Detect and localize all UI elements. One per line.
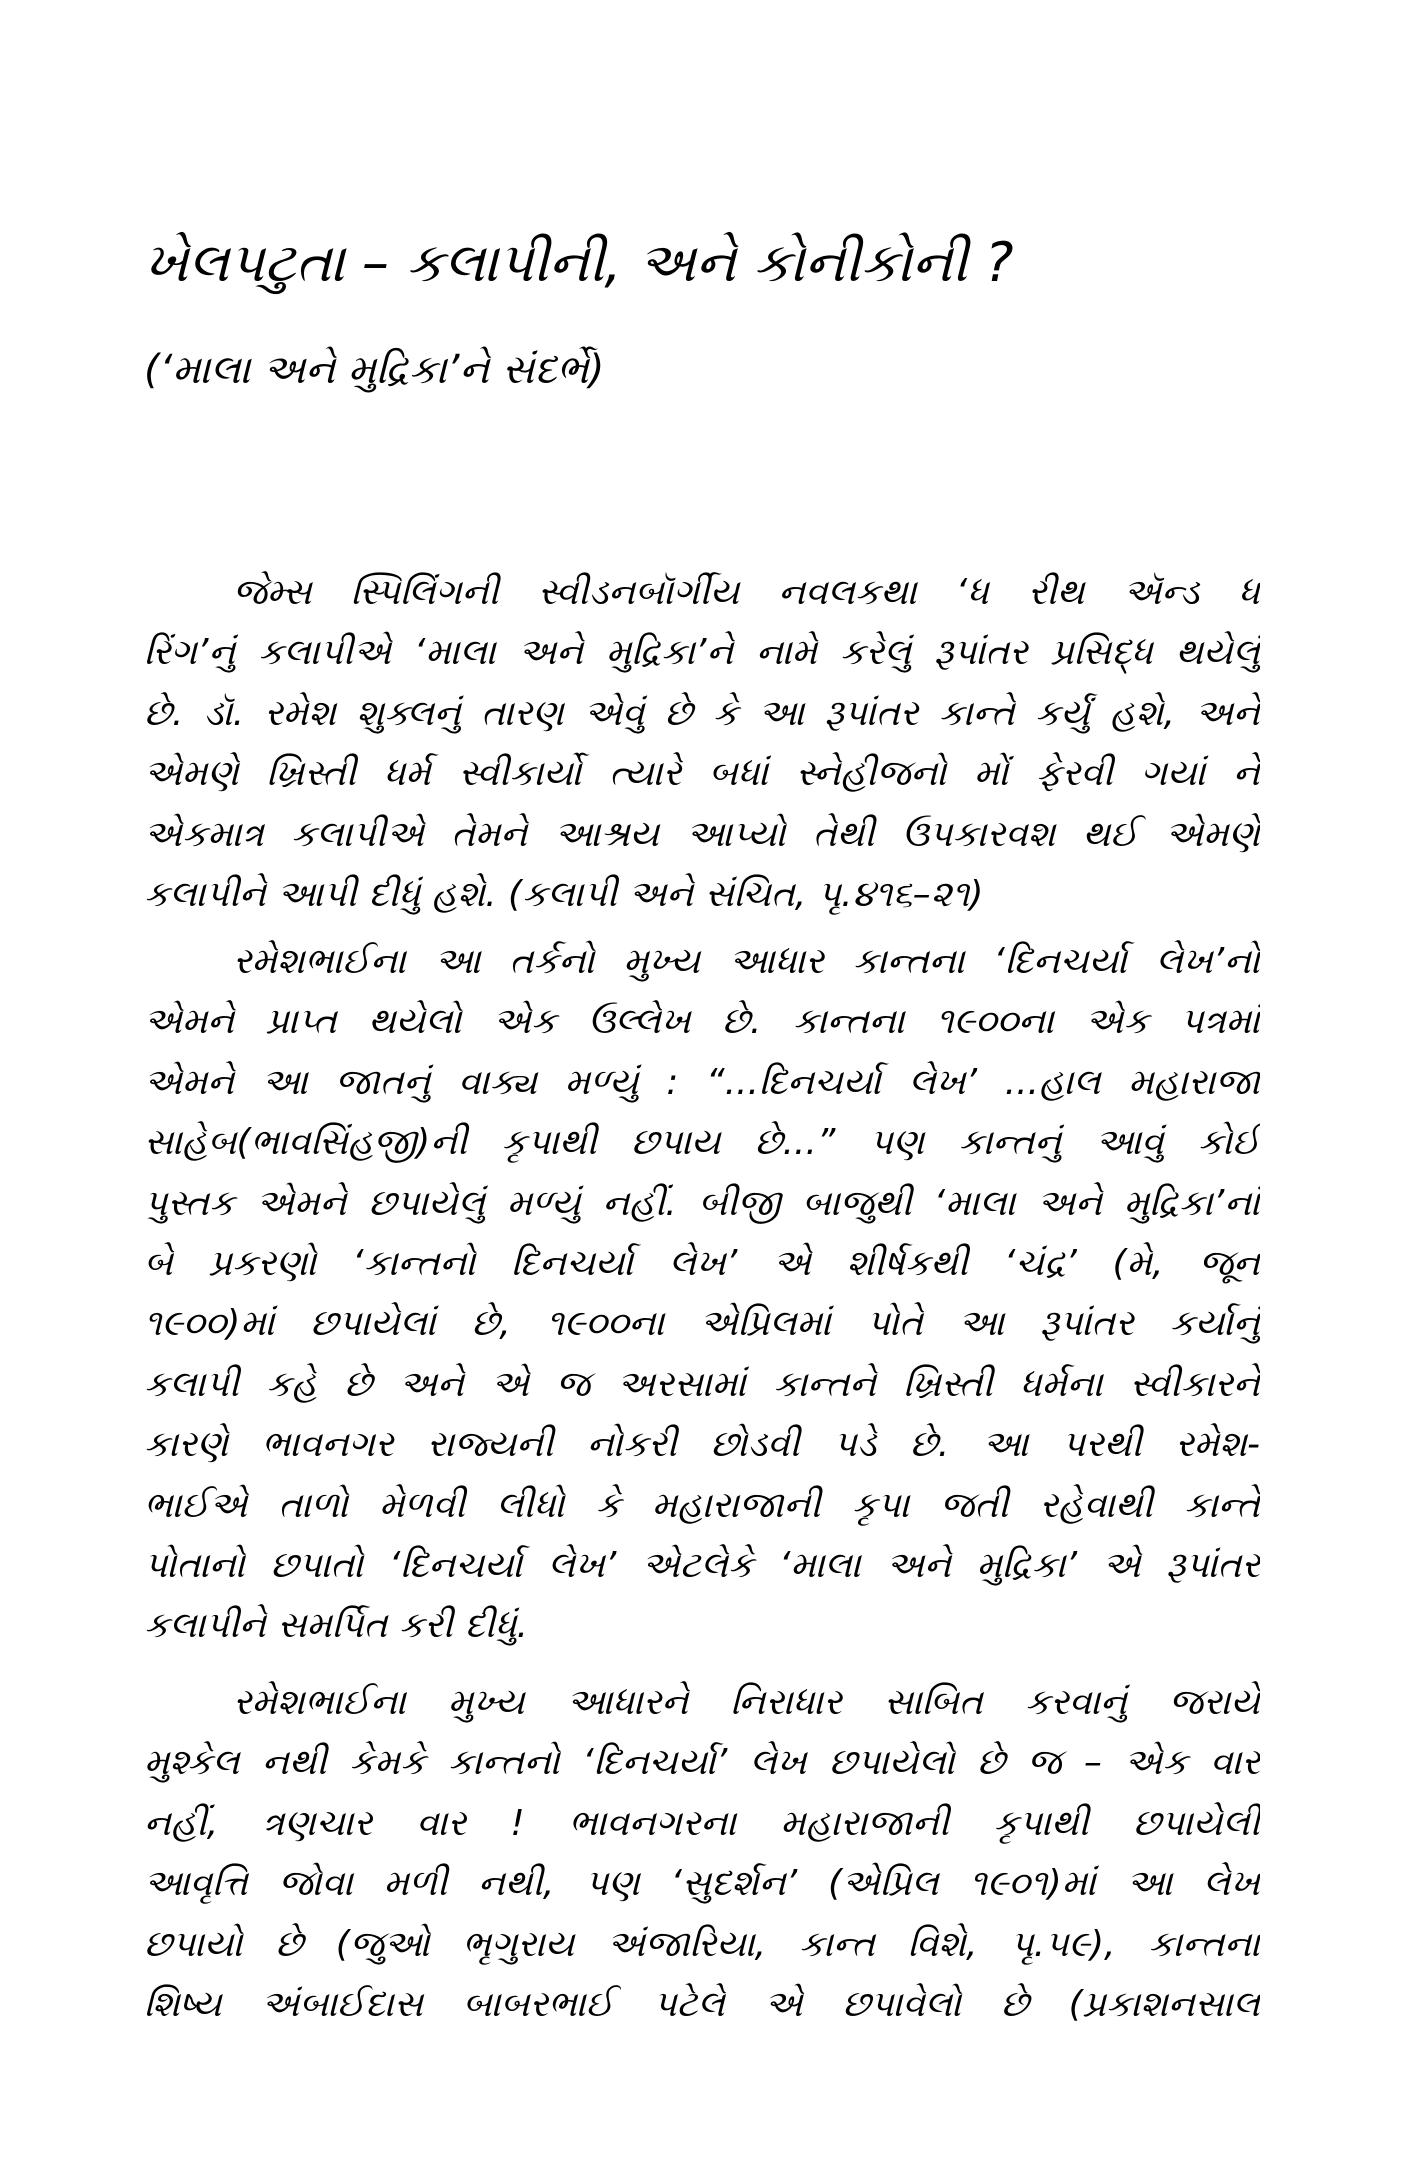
paragraph-line: મુશ્કેલ નથી કેમકે કાન્તનો ‘દિનચર્યા’ લેખ છપાયેલો છે જ – એક વાર [144,1742,1260,1784]
paragraph-line: રિંગ’નું કલાપીએ ‘માલા અને મુદ્રિકા’ને નામે કરેલું રૂપાંતર પ્રસિદ્ધ થયેલું [144,632,1260,674]
paragraph-line: છપાયો છે (જુઓ ભૃગુરાય અંજારિયા, કાન્ત વિશે, પૃ.૫૯), કાન્તના [144,1923,1260,1965]
paragraph-line: બે પ્રકરણો ‘કાન્તનો દિનચર્યા લેખ’ એ શીર્ષકથી ‘ચંદ્ર’ (મે, જૂન [144,1242,1260,1284]
paragraph-1 [144,563,1260,925]
paragraph-line: આવૃત્તિ જોવા મળી નથી, પણ ‘સુદર્શન’ (એપ્રિલ ૧૯૦૧)માં આ લેખ [144,1863,1260,1905]
paragraph-line: પોતાનો છપાતો ‘દિનચર્યા લેખ’ એટલેકે ‘માલા અને મુદ્રિકા’ એ રૂપાંતર [144,1544,1260,1586]
paragraph-3 [144,1673,1260,2035]
paragraph-line: પુસ્તક એમને છપાયેલું મળ્યું નહીં. બીજી બાજુથી ‘માલા અને મુદ્રિકા’નાં [144,1182,1260,1224]
chapter-subtitle: (‘માલા અને મુદ્રિકા’ને સંદર્ભે) [144,347,605,393]
paragraph-line: સાહેબ(ભાવસિંહજી)ની કૃપાથી છપાય છે...” પણ કાન્તનું આવું કોઈ [144,1122,1260,1164]
paragraph-line: શિષ્ય અંબાઈદાસ બાબરભાઈ પટેલે એ છપાવેલો છે (પ્રકાશનસાલ [144,1983,1260,2025]
paragraph-line: જેમ્સ સ્પિલિંગની સ્વીડનબૉર્ગીય નવલકથા ‘ધ રીથ ઍન્ડ ધ [233,572,1260,613]
paragraph-line: કલાપીને સમર્પિત કરી દીધું. [144,1605,528,1647]
paragraph-line: કારણે ભાવનગર રાજ્યની નોકરી છોડવી પડે છે. આ પરથી રમેશ- [144,1424,1260,1466]
paragraph-line: છે. ડૉ. રમેશ શુક્લનું તારણ એવું છે કે આ રૂપાંતર કાન્તે કર્યું હશે, અને [144,692,1260,734]
chapter-title: ખેલપટુતા – કલાપીની, અને કોનીકોની ? [144,231,1014,294]
paragraph-line: કલાપીને આપી દીધું હશે. (કલાપી અને સંચિત, પૃ.૪૧૬–૨૧) [144,873,984,915]
paragraph-line: નહીં, ત્રણચાર વાર ! ભાવનગરના મહારાજાની કૃપાથી છપાયેલી [144,1802,1260,1844]
paragraph-line: એમણે ખ્રિસ્તી ધર્મ સ્વીકાર્યો ત્યારે બધાં સ્નેહીજનો મોં ફેરવી ગયાં ને [144,753,1260,795]
paragraph-line: કલાપી કહે છે અને એ જ અરસામાં કાન્તને ખ્રિસ્તી ધર્મના સ્વીકારને [144,1363,1260,1405]
paragraph-line: એકમાત્ર કલાપીએ તેમને આશ્રય આપ્યો તેથી ઉપકારવશ થઈ એમણે [144,813,1260,855]
paragraph-line: ૧૯૦૦)માં છપાયેલાં છે, ૧૯૦૦ના એપ્રિલમાં પોતે આ રૂપાંતર કર્યાનું [144,1303,1260,1345]
paragraph-line: ભાઈએ તાળો મેળવી લીધો કે મહારાજાની કૃપા જતી રહેવાથી કાન્તે [144,1484,1260,1526]
paragraph-line: એમને આ જાતનું વાક્ય મળ્યું : “...દિનચર્યા લેખ’ ...હાલ મહારાજા [144,1061,1260,1103]
paragraph-2 [144,932,1260,1657]
paragraph-line: રમેશભાઈના મુખ્ય આધારને નિરાધાર સાબિત કરવાનું જરાયે [233,1682,1260,1723]
paragraph-line: રમેશભાઈના આ તર્કનો મુખ્ય આધાર કાન્તના ‘દિનચર્યા લેખ’નો [233,941,1260,982]
paragraph-line: એમને પ્રાપ્ત થયેલો એક ઉલ્લેખ છે. કાન્તના ૧૯૦૦ના એક પત્રમાં [144,1001,1260,1043]
